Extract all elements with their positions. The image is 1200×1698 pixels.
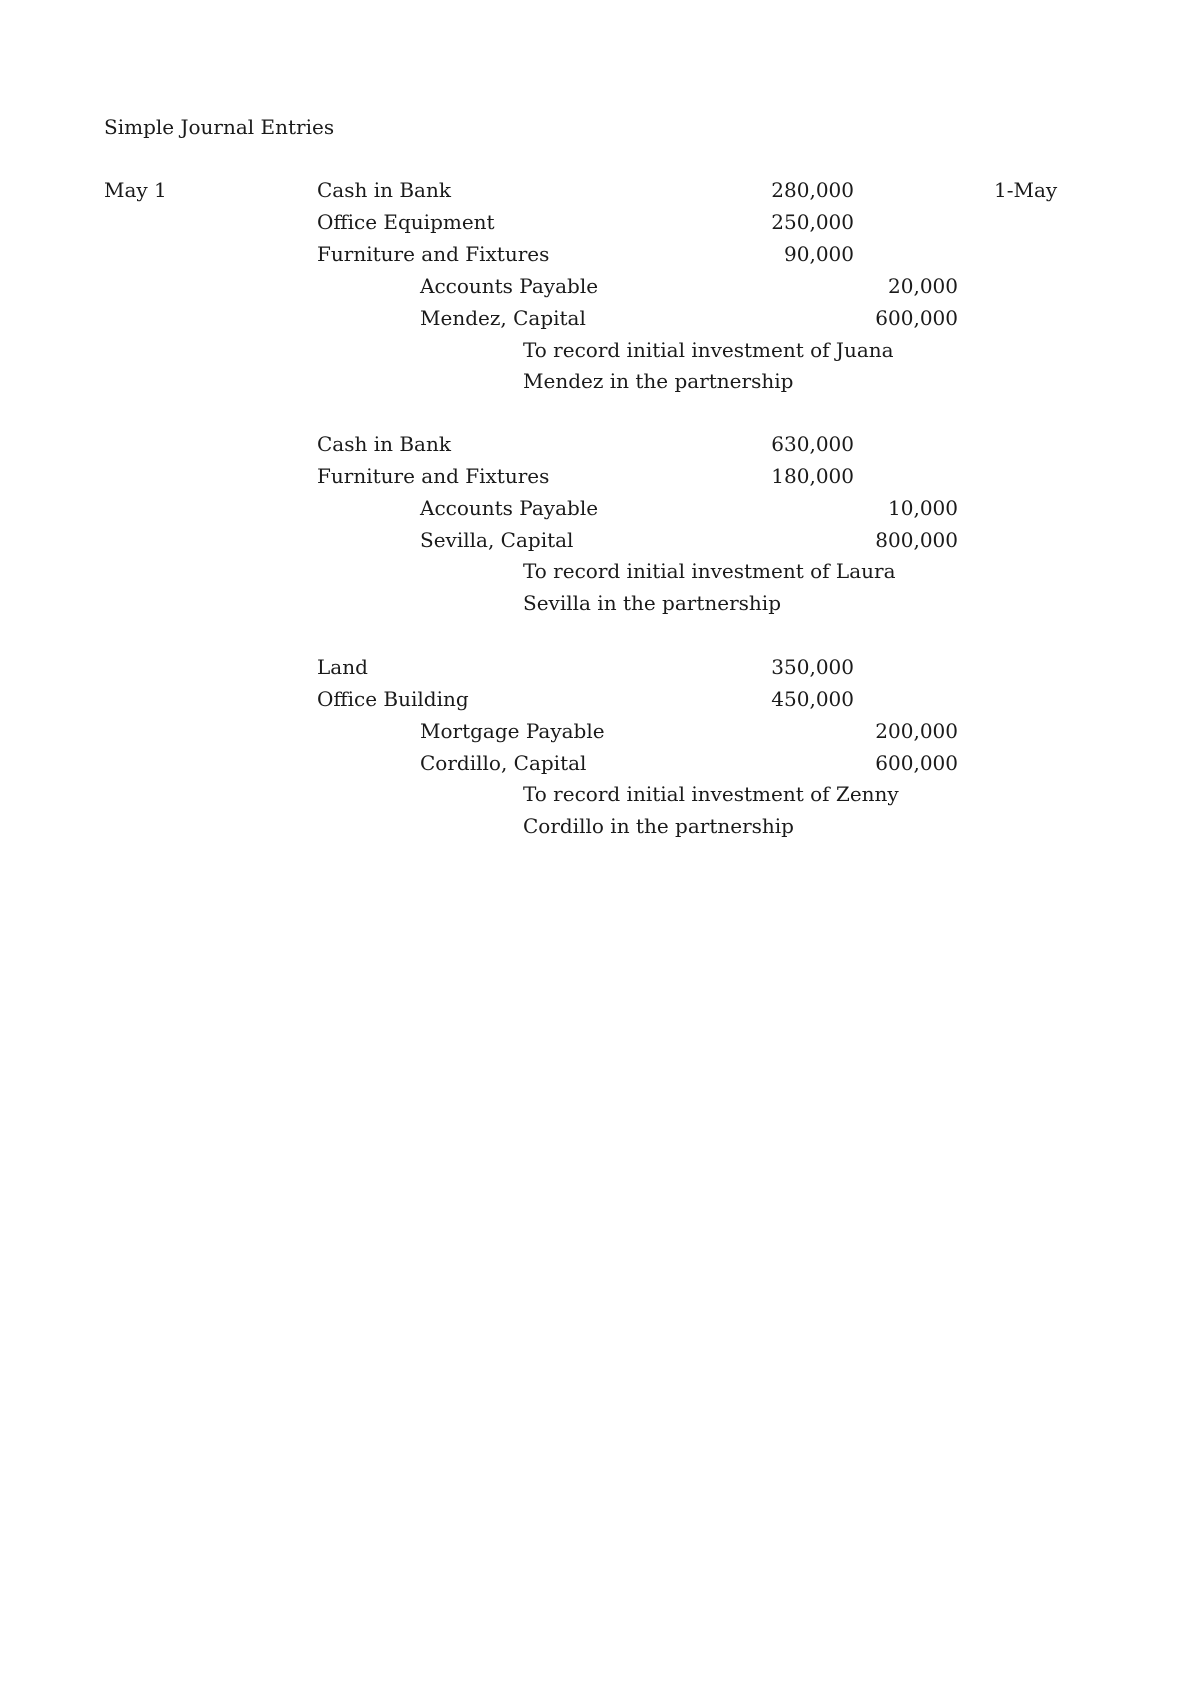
debit-account: Land xyxy=(317,655,368,679)
debit-amount: 630,000 xyxy=(771,432,854,456)
credit-account: Mortgage Payable xyxy=(420,719,605,743)
entry-date-alt: 1-May xyxy=(994,178,1058,202)
debit-account: Furniture and Fixtures xyxy=(317,242,550,266)
entry-explanation: To record initial investment of Zenny xyxy=(523,782,899,806)
debit-amount: 180,000 xyxy=(771,464,854,488)
debit-account: Cash in Bank xyxy=(317,178,451,202)
credit-account: Mendez, Capital xyxy=(420,306,586,330)
credit-amount: 600,000 xyxy=(875,306,958,330)
entry-explanation: To record initial investment of Juana xyxy=(523,338,894,362)
credit-amount: 200,000 xyxy=(875,719,958,743)
document-title: Simple Journal Entries xyxy=(104,115,335,139)
debit-amount: 350,000 xyxy=(771,655,854,679)
credit-account: Accounts Payable xyxy=(420,274,599,298)
entry-date: May 1 xyxy=(104,178,167,202)
entry-explanation: To record initial investment of Laura xyxy=(523,559,896,583)
debit-amount: 250,000 xyxy=(771,210,854,234)
debit-amount: 450,000 xyxy=(771,687,854,711)
debit-account: Cash in Bank xyxy=(317,432,451,456)
debit-account: Furniture and Fixtures xyxy=(317,464,550,488)
entry-explanation: Mendez in the partnership xyxy=(523,369,794,393)
entry-explanation: Cordillo in the partnership xyxy=(523,814,794,838)
credit-amount: 10,000 xyxy=(888,496,958,520)
debit-amount: 280,000 xyxy=(771,178,854,202)
debit-amount: 90,000 xyxy=(784,242,854,266)
debit-account: Office Building xyxy=(317,687,469,711)
credit-amount: 20,000 xyxy=(888,274,958,298)
entry-explanation: Sevilla in the partnership xyxy=(523,591,781,615)
credit-amount: 800,000 xyxy=(875,528,958,552)
credit-amount: 600,000 xyxy=(875,751,958,775)
credit-account: Sevilla, Capital xyxy=(420,528,574,552)
credit-account: Cordillo, Capital xyxy=(420,751,587,775)
debit-account: Office Equipment xyxy=(317,210,495,234)
credit-account: Accounts Payable xyxy=(420,496,599,520)
